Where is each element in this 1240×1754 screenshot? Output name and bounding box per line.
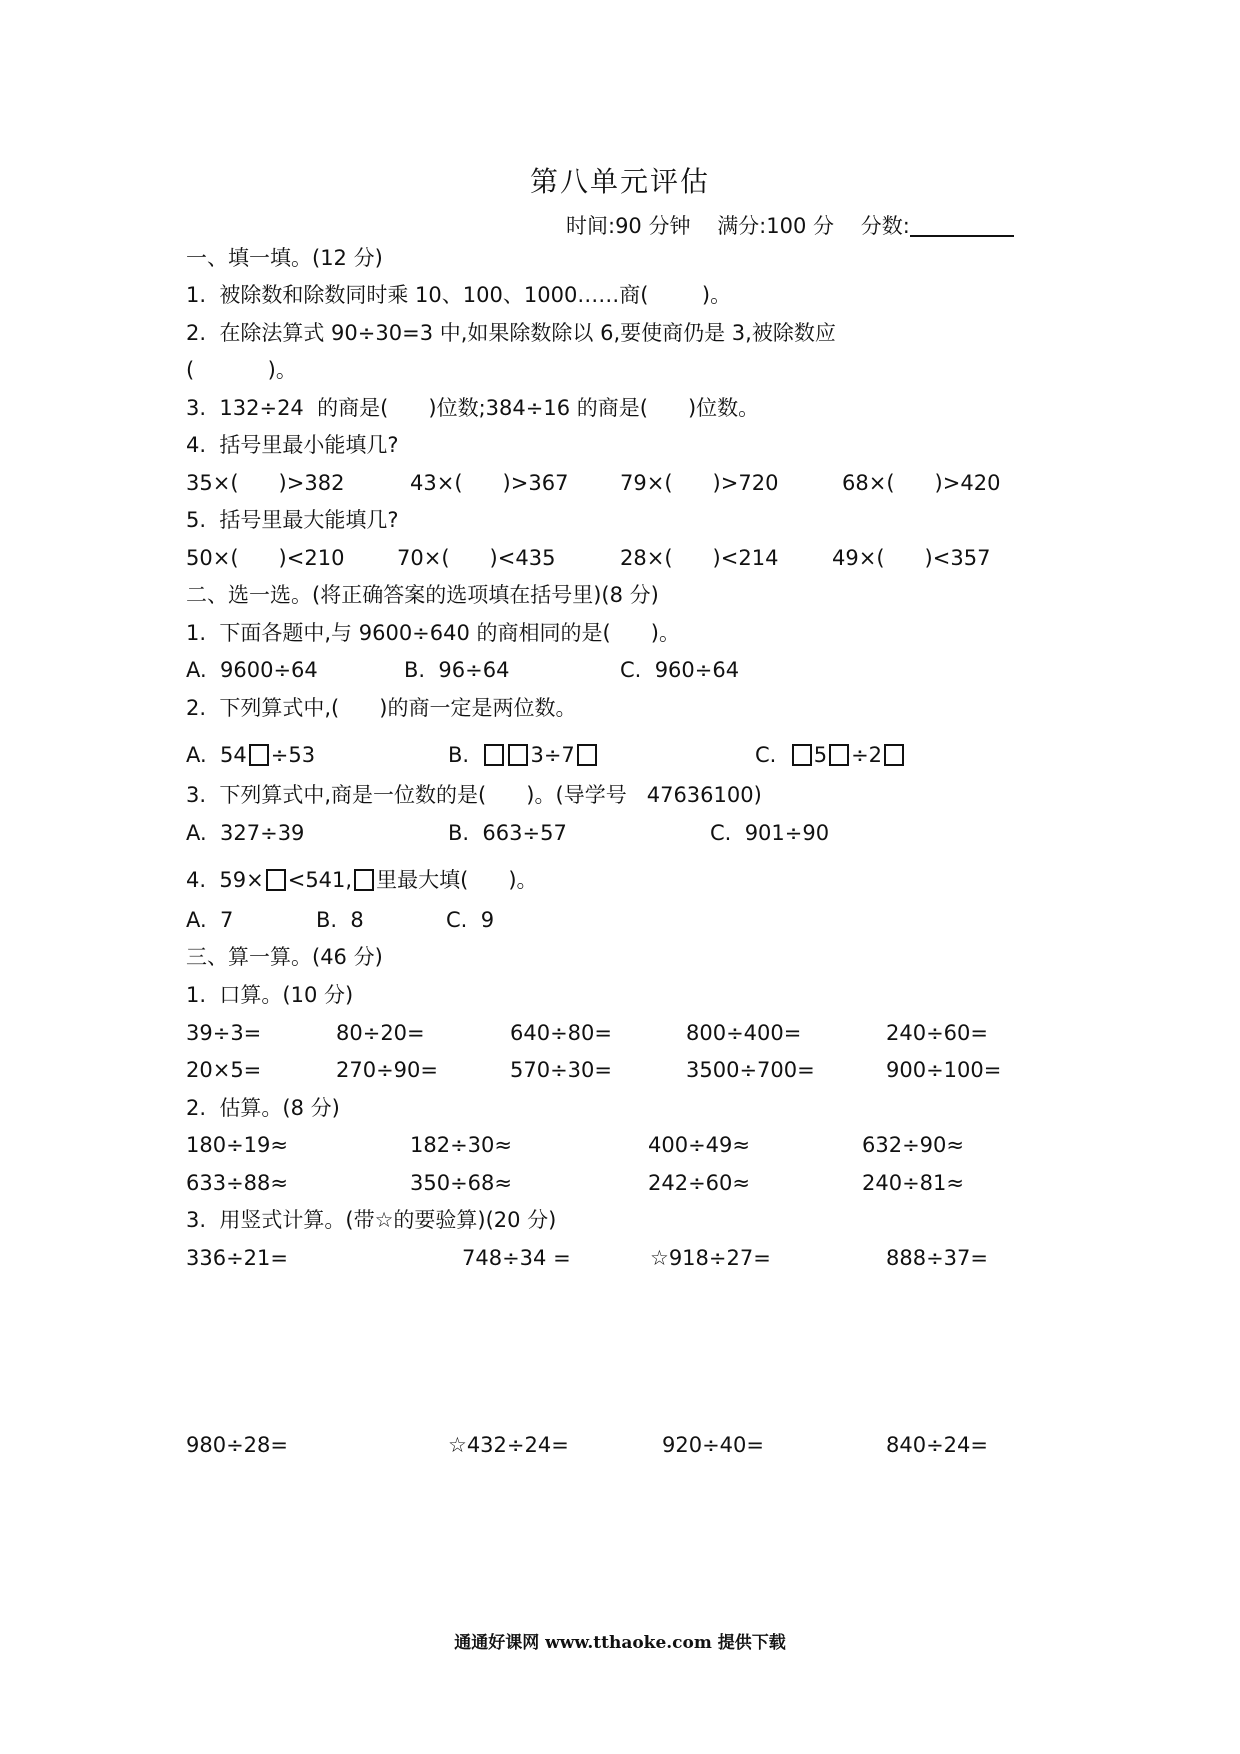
mental-math-item: 240÷60= <box>886 1021 988 1045</box>
s1-question-3: 3. 132÷24 的商是( )位数;384÷16 的商是( )位数。 <box>186 396 760 420</box>
digit-box <box>484 744 504 766</box>
s3-part-2: 2. 估算。(8 分) <box>186 1096 340 1120</box>
mental-math-item: 80÷20= <box>336 1021 425 1045</box>
option-c: C. 960÷64 <box>620 658 740 682</box>
estimate-item: 400÷49≈ <box>648 1133 750 1157</box>
full-score: 满分:100 分 <box>717 214 835 238</box>
s3-part-1: 1. 口算。(10 分) <box>186 983 354 1007</box>
s2-question-4: 4. 59× <541, 里最大填( )。 <box>186 868 538 892</box>
estimate-item: 633÷88≈ <box>186 1171 288 1195</box>
option-a: A. 7 <box>186 908 234 932</box>
s1-question-2a: 2. 在除法算式 90÷30=3 中,如果除数除以 6,要使商仍是 3,被除数应 <box>186 321 836 345</box>
q5-item: 28×( )<214 <box>620 546 779 570</box>
digit-box <box>354 869 374 891</box>
option-a: A. 54 ÷53 <box>186 743 316 767</box>
section-1-heading: 一、填一填。(12 分) <box>186 246 383 270</box>
mental-math-item: 39÷3= <box>186 1021 262 1045</box>
s2-question-2: 2. 下列算式中,( )的商一定是两位数。 <box>186 696 577 720</box>
q4-item: 43×( )>367 <box>410 471 569 495</box>
option-a: A. 9600÷64 <box>186 658 318 682</box>
vertical-calc-item: 920÷40= <box>662 1433 764 1457</box>
time-limit: 时间:90 分钟 <box>566 214 691 238</box>
option-b: B. 96÷64 <box>404 658 510 682</box>
digit-box <box>884 744 904 766</box>
q4-item: 79×( )>720 <box>620 471 779 495</box>
mental-math-item: 3500÷700= <box>686 1058 815 1082</box>
option-c: C. 9 <box>446 908 495 932</box>
estimate-item: 242÷60≈ <box>648 1171 750 1195</box>
digit-box <box>577 744 597 766</box>
digit-box <box>829 744 849 766</box>
digit-box <box>266 869 286 891</box>
option-c: C. 5 ÷2 <box>755 742 906 768</box>
digit-box <box>508 744 528 766</box>
s1-question-4: 4. 括号里最小能填几? <box>186 433 399 457</box>
q5-item: 50×( )<210 <box>186 546 345 570</box>
vertical-calc-item: 888÷37= <box>886 1246 988 1270</box>
vertical-calc-item: 748÷34 = <box>462 1246 571 1270</box>
estimate-item: 632÷90≈ <box>862 1133 964 1157</box>
s2-question-1: 1. 下面各题中,与 9600÷640 的商相同的是( )。 <box>186 621 680 645</box>
mental-math-item: 800÷400= <box>686 1021 802 1045</box>
s1-question-2b: ( )。 <box>186 358 297 382</box>
footer-credit: 通通好课网 www.tthaoke.com 提供下载 <box>454 1633 786 1653</box>
q4-item: 68×( )>420 <box>842 471 1001 495</box>
mental-math-item: 270÷90= <box>336 1058 438 1082</box>
mental-math-item: 20×5= <box>186 1058 262 1082</box>
exam-meta <box>566 210 1014 240</box>
s2-question-3: 3. 下列算式中,商是一位数的是( )。(导学号 47636100) <box>186 783 762 807</box>
s1-question-1: 1. 被除数和除数同时乘 10、100、1000……商( )。 <box>186 283 732 307</box>
s3-part-3: 3. 用竖式计算。(带☆的要验算)(20 分) <box>186 1208 557 1232</box>
q5-item: 49×( )<357 <box>832 546 991 570</box>
vertical-calc-item: 980÷28= <box>186 1433 288 1457</box>
mental-math-item: 900÷100= <box>886 1058 1002 1082</box>
q5-item: 70×( )<435 <box>397 546 556 570</box>
s1-question-5: 5. 括号里最大能填几? <box>186 508 399 532</box>
vertical-calc-item: 840÷24= <box>886 1433 988 1457</box>
vertical-calc-item: ☆918÷27= <box>650 1246 771 1270</box>
q4-item: 35×( )>382 <box>186 471 345 495</box>
mental-math-item: 640÷80= <box>510 1021 612 1045</box>
digit-box <box>249 744 269 766</box>
option-b: B. 3÷7 <box>448 742 599 768</box>
score-blank[interactable] <box>910 215 1014 237</box>
option-c: C. 901÷90 <box>710 821 830 845</box>
vertical-calc-item: ☆432÷24= <box>448 1433 569 1457</box>
estimate-item: 350÷68≈ <box>410 1171 512 1195</box>
page-title: 第八单元评估 <box>529 165 710 198</box>
section-3-heading: 三、算一算。(46 分) <box>186 945 383 969</box>
mental-math-item: 570÷30= <box>510 1058 612 1082</box>
estimate-item: 180÷19≈ <box>186 1133 288 1157</box>
option-b: B. 8 <box>316 908 364 932</box>
score-label: 分数: <box>860 214 910 238</box>
option-a: A. 327÷39 <box>186 821 305 845</box>
estimate-item: 240÷81≈ <box>862 1171 964 1195</box>
option-b: B. 663÷57 <box>448 821 567 845</box>
section-2-heading: 二、选一选。(将正确答案的选项填在括号里)(8 分) <box>186 583 659 607</box>
digit-box <box>792 744 812 766</box>
estimate-item: 182÷30≈ <box>410 1133 512 1157</box>
vertical-calc-item: 336÷21= <box>186 1246 288 1270</box>
